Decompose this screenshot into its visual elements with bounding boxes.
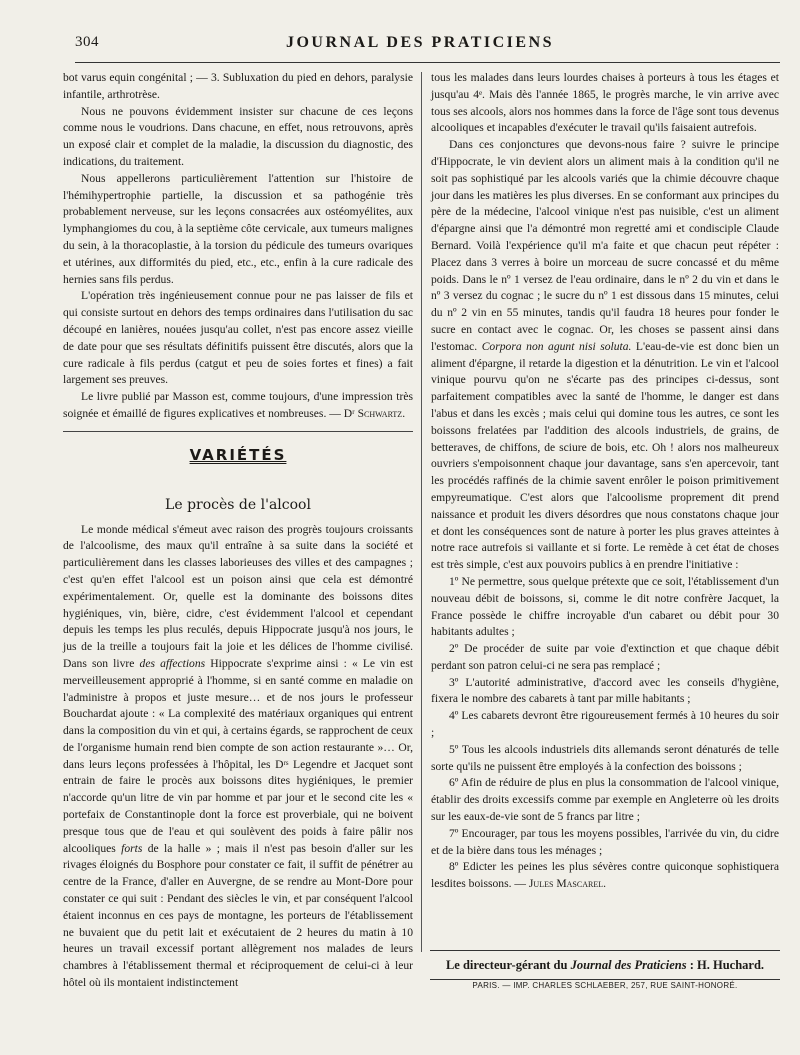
text-run: Dans ces conjonctures que devons-nous faire ? suivre le principe d'Hippocrate, le vin devient alors un aliment mais à la condition qu'il ne soit pas sophistiqué par les alcools variés que la chimie découvre chaque jour dans les matières les plus diverses. En se conformant aux principes du père de la médecine, l'alcool vinique n'est pas nuisible, c'est un aliment d'épargne ainsi que l'a démontré mon regretté ami et condisciple Claude Bernard. Voilà l'expérience qu'il m'a faite et que chacun peut répéter : Placez dans 3 verres à boire un morceau de sucre concassé et du même poids. Dans le nº 1 versez de l'eau ordinaire, dans le nº 2 du vin et dans le nº 3 versez du cognac ; le sucre du nº 1 est dissous dans 15 minutes, celui du nº 2 vin en 55 minutes, tandis qu'il faudra 18 heures pour fonder le sucre en contact avec le cognac. Or, les choses se passent ainsi dans l'estomac. xyxy=(431,138,779,353)
list-item: 1º Ne permettre, sous quelque prétexte que ce soit, l'établissement d'un nouveau débit de boissons, si, comme le dit notre confrère Jacquet, la France possède le chiffre incroyable d'un cabaret ou débit pour 30 habitants adultes ; xyxy=(431,574,779,639)
left-column xyxy=(63,70,413,992)
paragraph: Nous appellerons particulièrement l'attention sur l'histoire de l'hémihypertrophie partielle, la discussion et sa pathogénie très probablement nerveuse, sur les leçons consacrées aux ostéomyélites, aux lymphangiomes du cou, à la septième côte cervicale, aux tumeurs malignes du sein, à la thoracoplastie, à la torsion du pédicule des tumeurs ovariques et utérines, aux difformités du pied, etc., etc., enfin à la cure radicale des hernies sans fils perdus. xyxy=(63,171,413,286)
header-rule xyxy=(75,62,780,63)
section-header xyxy=(63,431,413,487)
director-line xyxy=(430,958,780,973)
text-run: Hippocrate s'exprime ainsi : « Le vin est merveilleusement approprié à l'homme, si en santé comme en maladie on l'administre à propos et juste mesure… et de nos jours le professeur Bouchardat ajoute : « La complexité des matériaux organiques qui entrent dans la composition du vin et qui, à certains égards, se rapprochent de ceux de l'organisme humain rend bien compte de son action restaurante »… Or, dans leurs leçons professées à l'hôpital, les Dʳˢ Legendre et Jacquet sont entrain de faire le procès aux boissons dites hygiéniques, le premier n'accorde qu'un litre de vin par homme et par jour et le second cite les « portefaix de Constantinople dont la force est proverbiale, qui ne boivent presque tous que de l'eau et qui soulèvent des poids à faire pâlir nos alcooliques xyxy=(63,656,413,855)
paragraph xyxy=(431,137,779,574)
director-journal: Journal des Praticiens xyxy=(570,958,687,972)
section-rule xyxy=(63,431,413,432)
italic-run: Corpora non agunt nisi soluta. xyxy=(481,339,632,353)
journal-title: JOURNAL DES PRATICIENS xyxy=(285,34,555,51)
paragraph: tous les malades dans leurs lourdes chaises à porteurs à tous les étages et jusqu'au 4ᵉ. Mais dès l'année 1865, le progrès marche, le vin arrive avec tous ses alcools, alors nos hommes dans la force de l'âge sont tous devenus alcooliques et incapables d'exécuter le travail qu'ils faisaient autrefois. xyxy=(431,71,779,135)
page-number: 304 xyxy=(75,34,99,50)
list-item: 3º L'autorité administrative, d'accord avec les conseils d'hygiène, fixera le nombre des cabarets à tant par mille habitants ; xyxy=(431,675,779,706)
list-item: 4º Les cabarets devront être rigoureusement fermés à 10 heures du soir ; xyxy=(431,709,779,740)
paragraph: Nous ne pouvons évidemment insister sur chacune de ces leçons comme nous le voudrions. Dans chacune, en effet, nous retrouvons, après un exposé clair et complet de la maladie, la discussion du diagnostic, des indications, du traitement. xyxy=(63,104,413,168)
signature: Jules Mascarel. xyxy=(528,877,606,891)
list-item: 6º Afin de réduire de plus en plus la consommation de l'alcool vinique, établir des droits excessifs comme par exemple en Angleterre où les droits sur les eaux-de-vie sont de 5 francs par litre ; xyxy=(431,776,779,824)
director-prefix: Le directeur-gérant du xyxy=(445,958,571,972)
column-divider xyxy=(421,72,422,952)
right-column xyxy=(431,70,779,893)
paragraph xyxy=(63,389,413,423)
italic-run: des affections xyxy=(139,656,206,670)
list-item xyxy=(431,859,779,893)
paragraph: L'opération très ingénieusement connue pour ne pas laisser de fils et qui consiste surtout en dehors des temps ordinaires dans l'utilisation du sac découpé en lanières, nouées jusqu'au collet, n'est pas encore assez vieille de date pour que ses résultats définitifs puissent être discutés, alors que la cure radicale à fils perdus (catgut et peu de soies fortes et fines) a fait largement ses preuves. xyxy=(63,289,413,387)
paragraph: bot varus equin congénital ; — 3. Subluxation du pied en dehors, paralysie infantile, arthrotrèse. xyxy=(63,71,413,101)
paragraph xyxy=(63,522,413,992)
list-item: 2º De procéder de suite par voie d'extinction et que chaque débit perdant son patron celui-ci ne sera pas remplacé ; xyxy=(431,642,779,672)
list-item: 5º Tous les alcools industriels dits allemands seront dénaturés de telle sorte qu'ils ne puissent être employés à la confection des boissons ; xyxy=(431,742,779,773)
text-run: 8º Edicter les peines les plus sévères contre quiconque sophistiquera lesdites boissons. — xyxy=(431,860,779,891)
text-run: Le livre publié par Masson est, comme toujours, d'une impression très soignée et émaillé de figures explicatives et nombreuses. xyxy=(63,390,413,420)
article-title: Le procès de l'alcool xyxy=(165,496,311,513)
printer-line: PARIS. — IMP. CHARLES SCHLAEBER, 257, RUE SAINT-HONORÉ. xyxy=(472,981,738,990)
section-title: VARIÉTÉS xyxy=(189,445,287,464)
footer-rule xyxy=(430,950,780,951)
page-header xyxy=(60,34,780,56)
text-run: Le monde médical s'émeut avec raison des progrès toujours croissants de l'alcoolisme, des maux qu'il entraîne à sa suite dans la société et particulièrement dans les classes laborieuses des villes et des campagnes ; c'est qu'en effet l'alcool est un poison ainsi que cela est démontré expérimentalement. Or, quelle est la dominante des boissons dites hygiéniques, vin, bière, cidre, c'est évidemment l'alcool et cependant depuis les temps les plus reculés, depuis Hippocrate jusqu'à nos jours, le jus de la treille a toujours fait la joie et les délices de l'homme civilisé. Dans son livre xyxy=(63,522,413,670)
text-run: de la halle » ; mais il n'est pas besoin d'aller sur les rivages éloignés du Bosphore pour constater ce fait, il suffit de pénétrer au centre de la France, d'aller en Auvergne, de se rendre au Mont-Dore pour constater ce qui suit : Pendant des siècles le vin, et par conséquent l'alcool étaient inconnus en ces pays de montagne, les porteurs de l'établissement ne buvaient que du petit lait et exécutaient de 2 heures du matin à 10 heures un travail excessif portant allègrement nos malades de leurs chambres à l'établissement thermal et réciproquement de celui-ci à leur hôtel où ils montaient indistinctement xyxy=(63,841,413,990)
text-run: L'eau-de-vie est donc bien un aliment d'épargne, il retarde la digestion et la dénutrition. Le vin et l'alcool vinique pourvu qu'on ne s'écarte pas des principes ci-dessus, sont parfaitement compatibles avec la santé de l'homme, le danger est dans l'abus et dans les excès ; mais celui qui domine tous les autres, ce sont les boissons frelatées par l'addition des alcools industriels, de grains, de betteraves, de chiffons, de sciure de bois, etc. Oh ! alors nos malheureux ouvriers s'empoisonnent chaque jour davantage, sans s'en apercevoir, tant les procédés raffinés de la chimie savent enrôler le poison primitivement empyreumatique. C'est alors que l'alcoolisme proprement dit prend naissance et produit les divers désordres que nous constatons chaque jour et dont les conséquences sont de nature à porter les plus graves atteintes à notre race autrefois si vaillante et si forte. Le remède à cet état de choses est très simple, c'est aux pouvoirs publics à en prendre l'initiative : xyxy=(431,339,779,572)
signature: Schwartz. xyxy=(357,406,406,420)
director-suffix: : H. Huchard. xyxy=(686,958,765,972)
italic-run: forts xyxy=(121,841,143,855)
footer-rule-2 xyxy=(430,979,780,980)
list-item: 7º Encourager, par tous les moyens possibles, l'arrivée du vin, du cidre et de la bière dans tous les ménages ; xyxy=(431,826,779,857)
signature-prefix: — Dʳ xyxy=(329,406,358,420)
